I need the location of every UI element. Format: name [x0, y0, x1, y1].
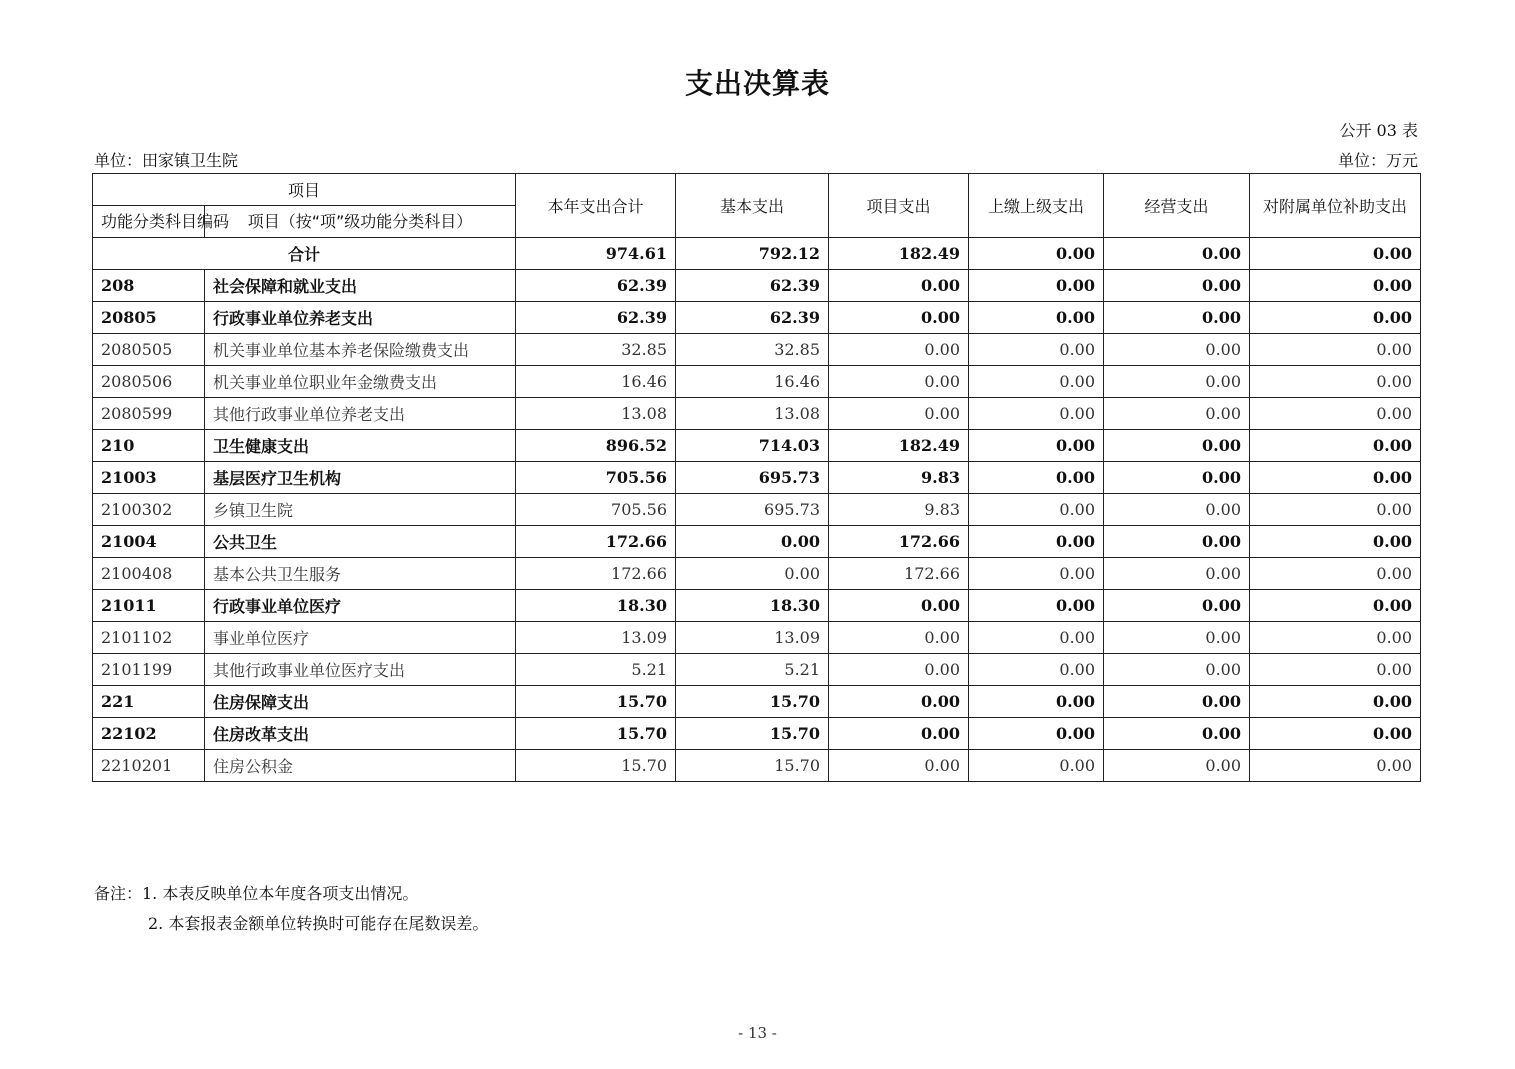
- cell-basic: 32.85: [676, 334, 829, 366]
- currency-unit: 单位：万元: [1337, 151, 1418, 170]
- cell-subsidy: 0.00: [1250, 270, 1421, 302]
- cell-upper: 0.00: [969, 494, 1104, 526]
- cell-business: 0.00: [1104, 622, 1250, 654]
- cell-code: 208: [93, 270, 205, 302]
- cell-business: 0.00: [1104, 558, 1250, 590]
- note-line-2: 2. 本套报表金额单位转换时可能存在尾数误差。: [148, 914, 489, 933]
- cell-business: 0.00: [1104, 718, 1250, 750]
- header-project: 项目支出: [829, 174, 969, 238]
- cell-name: 社会保障和就业支出: [205, 270, 516, 302]
- cell-code: 2080505: [93, 334, 205, 366]
- header-code: 功能分类科目编码: [93, 206, 205, 238]
- table-row: [93, 750, 1421, 782]
- table-row: [93, 270, 1421, 302]
- cell-business: 0.00: [1104, 526, 1250, 558]
- cell-name: 卫生健康支出: [205, 430, 516, 462]
- cell-total: 15.70: [516, 718, 676, 750]
- cell-basic: 15.70: [676, 686, 829, 718]
- expenditure-table: [92, 173, 1421, 782]
- cell-code: 2101199: [93, 654, 205, 686]
- table-row: [93, 622, 1421, 654]
- cell-subsidy: 0.00: [1250, 654, 1421, 686]
- cell-basic: 5.21: [676, 654, 829, 686]
- cell-upper: 0.00: [969, 718, 1104, 750]
- cell-subsidy: 0.00: [1250, 686, 1421, 718]
- cell-code: 221: [93, 686, 205, 718]
- cell-subsidy: 0.00: [1250, 558, 1421, 590]
- cell-subsidy: 0.00: [1250, 302, 1421, 334]
- cell-code: 2100408: [93, 558, 205, 590]
- cell-business: 0.00: [1104, 334, 1250, 366]
- cell-name: 住房保障支出: [205, 686, 516, 718]
- page-title: 支出决算表: [684, 67, 830, 100]
- cell-upper: 0.00: [969, 622, 1104, 654]
- cell-project: 0.00: [829, 334, 969, 366]
- cell-project: 0.00: [829, 718, 969, 750]
- cell-project: 0.00: [829, 302, 969, 334]
- cell-business: 0.00: [1104, 686, 1250, 718]
- table-row: [93, 334, 1421, 366]
- cell-name: 住房公积金: [205, 750, 516, 782]
- cell-business: 0.00: [1104, 494, 1250, 526]
- cell-business: 0.00: [1104, 590, 1250, 622]
- cell-total: 896.52: [516, 430, 676, 462]
- table-row: [93, 590, 1421, 622]
- table-row: [93, 654, 1421, 686]
- table-row: [93, 366, 1421, 398]
- cell-business: 0.00: [1104, 302, 1250, 334]
- cell-project: 0.00: [829, 590, 969, 622]
- cell-upper: 0.00: [969, 654, 1104, 686]
- cell-subsidy: 0.00: [1250, 430, 1421, 462]
- table-row: [93, 686, 1421, 718]
- cell-project: 0.00: [829, 686, 969, 718]
- total-row: [93, 238, 1421, 270]
- page-number: - 13 -: [738, 1024, 777, 1042]
- cell-subsidy: 0.00: [1250, 622, 1421, 654]
- cell-subsidy: 0.00: [1250, 590, 1421, 622]
- cell-basic: 0.00: [676, 526, 829, 558]
- cell-name: 基本公共卫生服务: [205, 558, 516, 590]
- cell-total: 13.09: [516, 622, 676, 654]
- cell-basic: 16.46: [676, 366, 829, 398]
- cell-subsidy: 0.00: [1250, 462, 1421, 494]
- cell-total: 18.30: [516, 590, 676, 622]
- cell-subsidy: 0.00: [1250, 526, 1421, 558]
- cell-business: 0.00: [1104, 270, 1250, 302]
- cell-total: 15.70: [516, 750, 676, 782]
- cell-total: 172.66: [516, 558, 676, 590]
- table-row: [93, 462, 1421, 494]
- cell-code: 21011: [93, 590, 205, 622]
- cell-total: 705.56: [516, 462, 676, 494]
- cell-project: 182.49: [829, 430, 969, 462]
- cell-name: 其他行政事业单位养老支出: [205, 398, 516, 430]
- cell-subsidy: 0.00: [1250, 750, 1421, 782]
- cell-upper: 0.00: [969, 686, 1104, 718]
- cell-upper: 0.00: [969, 270, 1104, 302]
- cell-name: 机关事业单位基本养老保险缴费支出: [205, 334, 516, 366]
- table-header: [93, 174, 1421, 238]
- notes: [94, 879, 488, 939]
- header-basic: 基本支出: [676, 174, 829, 238]
- cell-subsidy: 0.00: [1250, 366, 1421, 398]
- cell-basic: 714.03: [676, 430, 829, 462]
- cell-total: 62.39: [516, 270, 676, 302]
- cell-total: 15.70: [516, 686, 676, 718]
- total-label: 合计: [93, 238, 516, 270]
- total-cell-subsidy: 0.00: [1250, 238, 1421, 270]
- cell-project: 0.00: [829, 366, 969, 398]
- cell-upper: 0.00: [969, 430, 1104, 462]
- cell-basic: 15.70: [676, 718, 829, 750]
- cell-project: 0.00: [829, 398, 969, 430]
- cell-total: 705.56: [516, 494, 676, 526]
- cell-business: 0.00: [1104, 430, 1250, 462]
- total-cell-project: 182.49: [829, 238, 969, 270]
- cell-name: 公共卫生: [205, 526, 516, 558]
- cell-business: 0.00: [1104, 398, 1250, 430]
- header-subsidy: 对附属单位补助支出: [1250, 174, 1421, 238]
- total-cell-basic: 792.12: [676, 238, 829, 270]
- cell-name: 行政事业单位医疗: [205, 590, 516, 622]
- note-line-1: 备注：1. 本表反映单位本年度各项支出情况。: [94, 884, 419, 903]
- table-row: [93, 558, 1421, 590]
- header-name: 项目（按“项”级功能分类科目）: [205, 206, 516, 238]
- cell-project: 172.66: [829, 526, 969, 558]
- header-item: 项目: [93, 174, 516, 206]
- cell-subsidy: 0.00: [1250, 494, 1421, 526]
- cell-upper: 0.00: [969, 526, 1104, 558]
- table-row: [93, 302, 1421, 334]
- cell-business: 0.00: [1104, 462, 1250, 494]
- cell-subsidy: 0.00: [1250, 718, 1421, 750]
- cell-upper: 0.00: [969, 462, 1104, 494]
- cell-basic: 62.39: [676, 270, 829, 302]
- cell-basic: 695.73: [676, 462, 829, 494]
- cell-business: 0.00: [1104, 750, 1250, 782]
- header-business: 经营支出: [1104, 174, 1250, 238]
- cell-project: 0.00: [829, 654, 969, 686]
- cell-total: 13.08: [516, 398, 676, 430]
- cell-project: 172.66: [829, 558, 969, 590]
- cell-basic: 13.08: [676, 398, 829, 430]
- cell-code: 22102: [93, 718, 205, 750]
- cell-subsidy: 0.00: [1250, 334, 1421, 366]
- cell-name: 其他行政事业单位医疗支出: [205, 654, 516, 686]
- cell-name: 行政事业单位养老支出: [205, 302, 516, 334]
- cell-upper: 0.00: [969, 366, 1104, 398]
- cell-code: 2080599: [93, 398, 205, 430]
- total-cell-business: 0.00: [1104, 238, 1250, 270]
- cell-project: 0.00: [829, 750, 969, 782]
- table-row: [93, 398, 1421, 430]
- cell-project: 0.00: [829, 270, 969, 302]
- total-cell-upper: 0.00: [969, 238, 1104, 270]
- cell-upper: 0.00: [969, 750, 1104, 782]
- cell-total: 16.46: [516, 366, 676, 398]
- cell-upper: 0.00: [969, 590, 1104, 622]
- cell-code: 2100302: [93, 494, 205, 526]
- reporting-unit: 单位：田家镇卫生院: [94, 151, 239, 170]
- table-row: [93, 718, 1421, 750]
- cell-code: 20805: [93, 302, 205, 334]
- cell-basic: 13.09: [676, 622, 829, 654]
- cell-basic: 0.00: [676, 558, 829, 590]
- cell-name: 事业单位医疗: [205, 622, 516, 654]
- cell-total: 32.85: [516, 334, 676, 366]
- cell-total: 172.66: [516, 526, 676, 558]
- cell-code: 2210201: [93, 750, 205, 782]
- cell-project: 9.83: [829, 494, 969, 526]
- cell-upper: 0.00: [969, 302, 1104, 334]
- form-number: 公开 03 表: [1339, 121, 1418, 140]
- cell-basic: 18.30: [676, 590, 829, 622]
- cell-business: 0.00: [1104, 366, 1250, 398]
- cell-code: 2080506: [93, 366, 205, 398]
- cell-basic: 695.73: [676, 494, 829, 526]
- cell-total: 62.39: [516, 302, 676, 334]
- cell-name: 乡镇卫生院: [205, 494, 516, 526]
- header-total: 本年支出合计: [516, 174, 676, 238]
- cell-code: 21003: [93, 462, 205, 494]
- cell-name: 住房改革支出: [205, 718, 516, 750]
- cell-project: 0.00: [829, 622, 969, 654]
- cell-basic: 15.70: [676, 750, 829, 782]
- table-row: [93, 430, 1421, 462]
- cell-upper: 0.00: [969, 334, 1104, 366]
- cell-total: 5.21: [516, 654, 676, 686]
- cell-project: 9.83: [829, 462, 969, 494]
- cell-subsidy: 0.00: [1250, 398, 1421, 430]
- cell-name: 基层医疗卫生机构: [205, 462, 516, 494]
- cell-business: 0.00: [1104, 654, 1250, 686]
- table-row: [93, 494, 1421, 526]
- cell-basic: 62.39: [676, 302, 829, 334]
- header-upper: 上缴上级支出: [969, 174, 1104, 238]
- cell-code: 210: [93, 430, 205, 462]
- cell-name: 机关事业单位职业年金缴费支出: [205, 366, 516, 398]
- table-body: [93, 238, 1421, 782]
- total-cell-total: 974.61: [516, 238, 676, 270]
- cell-upper: 0.00: [969, 558, 1104, 590]
- cell-code: 21004: [93, 526, 205, 558]
- table-row: [93, 526, 1421, 558]
- cell-code: 2101102: [93, 622, 205, 654]
- cell-upper: 0.00: [969, 398, 1104, 430]
